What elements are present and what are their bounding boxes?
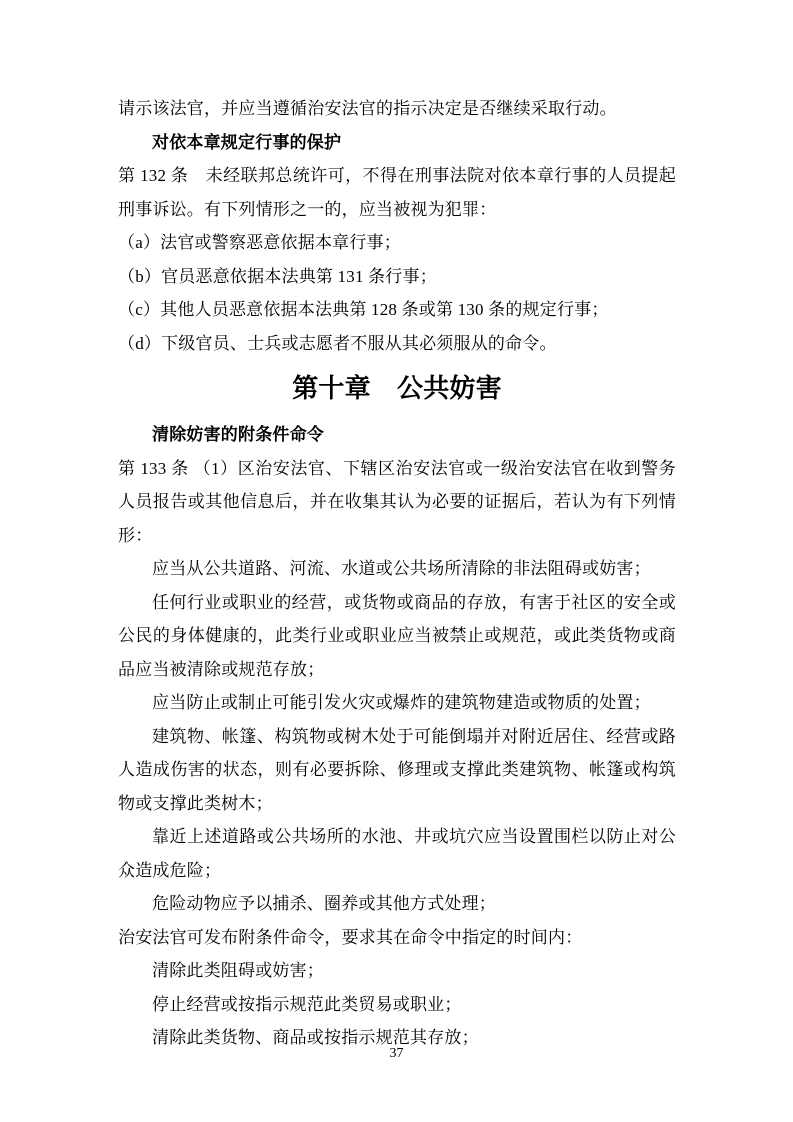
clause-d: （d）下级官员、士兵或志愿者不服从其必须服从的命令。 <box>118 333 557 353</box>
clause-c: （c）其他人员恶意依据本法典第 128 条或第 130 条的规定行事； <box>118 300 609 319</box>
situation-obstruction: 应当从公共道路、河流、水道或公共场所清除的非法阻碍或妨害； <box>152 559 651 578</box>
paragraph-continuation: 请示该法官，并应当遵循治安法官的指示决定是否继续采取行动。 <box>118 99 617 118</box>
chapter-title: 第十章 公共妨害 <box>292 373 502 403</box>
order-stop-trade: 停止经营或按指示规范此类贸易或职业； <box>152 994 462 1014</box>
page-number: 37 <box>389 1046 404 1061</box>
magistrate-order-paragraph: 治安法官可发布附条件命令，要求其在命令中指定的时间内： <box>118 927 583 947</box>
article-132-paragraph: 第 132 条 未经联邦总统许可，不得在刑事法院对依本章行事的人员提起刑事诉讼。有下列情形之一的，应当被视为犯罪： <box>118 166 676 219</box>
situation-dangerous-animal: 危险动物应予以捕杀、圈养或其他方式处理； <box>152 894 496 913</box>
article-133-paragraph: 第 133 条 （1）区治安法官、下辖区治安法官或一级治安法官在收到警务人员报告或其他信息后，并在收集其认为必要的证据后，若认为有下列情形： <box>118 458 676 545</box>
order-remove-obstruction: 清除此类阻碍或妨害； <box>152 961 324 980</box>
situation-pit-fence: 靠近上述道路或公共场所的水池、井或坑穴应当设置围栏以防止对公众造成危险； <box>118 827 676 880</box>
clause-a: （a）法官或警察恶意依据本章行事； <box>118 233 401 252</box>
clause-b: （b）官员恶意依据本法典第 131 条行事； <box>118 266 437 286</box>
situation-fire-explosion: 应当防止或制止可能引发火灾或爆炸的建筑物建造或物质的处置； <box>152 693 651 712</box>
page-content <box>118 92 676 1055</box>
order-remove-goods: 清除此类货物、商品或按指示规范其存放； <box>152 1028 479 1047</box>
section-heading-conditional-order: 清除妨害的附条件命令 <box>152 425 324 444</box>
situation-building-collapse: 建筑物、帐篷、构筑物或树木处于可能倒塌并对附近居住、经营或路人造成伤害的状态，则有必要拆除、修理或支撑此类建筑物、帐篷或构筑物或支撑此类树木； <box>118 726 676 813</box>
section-heading-protection: 对依本章规定行事的保护 <box>152 132 342 152</box>
situation-trade-goods: 任何行业或职业的经营，或货物或商品的存放，有害于社区的安全或公民的身体健康的，此类行业或职业应当被禁止或规范，或此类货物或商品应当被清除或规范存放； <box>118 592 676 679</box>
